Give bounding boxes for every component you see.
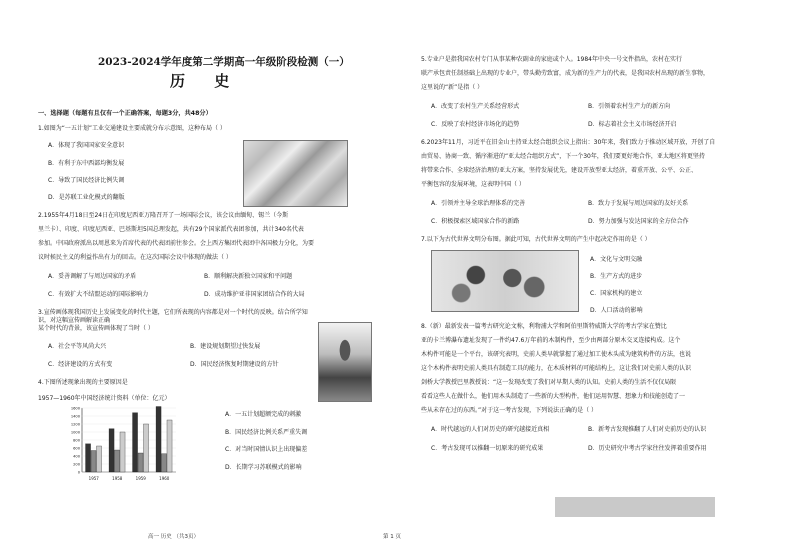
q4-bar-chart (60, 404, 180, 482)
q8-line-1: 8.（新）最新发表一篇考古研究论文称，利物浦大学和阿伯里斯特威斯大学的考古学家在赞比 (421, 323, 667, 330)
x-tick-label: 1957 (88, 476, 99, 481)
q7-option-b[interactable]: B．生产方式的进步 (590, 273, 643, 280)
q8-option-b[interactable]: B．新考古发现推翻了人们对史前历史的认识 (588, 426, 707, 433)
q5-option-c[interactable]: C．反映了农村经济市场化的趋势 (431, 121, 520, 128)
q4-stem: 4.下图所述现象出现的主要原因是 (38, 379, 128, 386)
footer-left: 高一 历史 （共3页） (148, 534, 199, 540)
q6-line-2: 由贸易、协商一致、循序渐进的“亚太经合组织方式”，下一个30年，我们要更好地合作，亚太地区将更坚持 (421, 153, 705, 160)
q5-option-d[interactable]: D．标志着社会主义市场经济开启 (588, 121, 677, 128)
y-tick-label: 0 (77, 470, 80, 475)
q5-option-a[interactable]: A．改变了农村生产关系经营形式 (431, 103, 520, 110)
q5-line-3: 这里说的“新”是指（ ） (421, 84, 484, 91)
q5-line-2: 联产承包责任制基础上出现的专业户，带头勤劳致富，成为新的生产力的代表，是我国农村出现的新生事物， (421, 70, 710, 77)
q4-option-d[interactable]: D．长期学习苏联模式的影响 (225, 464, 302, 471)
q3-line-1: 3.宣传画体现我国历史上发展变化的时代主题，它们所表现的内容都是对一个时代的反映。结合所学知识，对这幅宣传画解读正确 (38, 309, 308, 324)
q5-line-1: 5.专业户是指我国农村专门从事某种农副业的家庭或个人。1984年中央一号文件指出，农村在实行 (421, 56, 682, 63)
y-tick-label: 800 (73, 438, 80, 443)
q1-map-image (243, 140, 348, 207)
q8-option-d[interactable]: D．历史研究中考古学家往往发挥着重要作用 (588, 445, 707, 452)
y-tick-label: 1000 (70, 430, 80, 435)
q6-line-1: 6.2023年11月，习近平在旧金山主持亚太经合组织会议上指出：30年来，我们致力于推动区域开放，开创了自 (421, 139, 716, 146)
x-tick-label: 1960 (159, 476, 170, 481)
q2-line-4: 议时候民主义的利益作出有力的回击。在这次国际会议中体现的做法（ ） (38, 254, 232, 261)
q6-option-b[interactable]: B．致力于发展与周边国家的友好关系 (588, 200, 689, 207)
q7-option-c[interactable]: C．国家机构的建立 (590, 290, 643, 297)
q3-poster-image (318, 322, 372, 402)
q8-option-c[interactable]: C．考古发现可以推翻一切原来的研究成果 (431, 445, 544, 452)
q2-line-2: 里兰卡）、印度、印度尼西亚、巴基斯坦5国总理发起，共有29个国家派代表团参加，共计340名代表 (38, 226, 304, 233)
bar-1959-s2 (143, 424, 148, 472)
q3-option-b[interactable]: B．建设规划期望过快发展 (190, 343, 261, 350)
bar-1957-s0 (86, 444, 91, 472)
q3-option-d[interactable]: D．国民经济恢复时期建设的方针 (190, 361, 279, 368)
q6-line-3: 将带来合作、全球经济治理的亚太方案，坚持发展优先，建设开放型亚太经济，着重开放、公平、公正、 (421, 167, 698, 174)
blank-redaction-box (555, 497, 715, 517)
y-tick-label: 1600 (70, 406, 80, 411)
q8-option-a[interactable]: A．时代越远的人们对历史的研究越接近真相 (431, 426, 550, 433)
bar-1960-s1 (162, 454, 167, 472)
q7-option-d[interactable]: D．人口活动的影响 (590, 307, 643, 314)
q1-option-d[interactable]: D．是苏联工业化模式的翻版 (48, 194, 125, 201)
q2-option-b[interactable]: B．顺利解决新独立国家和平问题 (204, 273, 293, 280)
q8-line-5: 剑桥大学教授巴里教授说：“这一发现改变了我们对早期人类的认知。史前人类的生活不仅仅局限 (421, 379, 677, 386)
x-tick-label: 1959 (135, 476, 146, 481)
q1-option-c[interactable]: C．导致了国民经济比例失调 (48, 177, 125, 184)
q2-option-c[interactable]: C．有效扩大不结盟运动的国际影响力 (48, 291, 149, 298)
subject-title: 历 史 (170, 72, 242, 90)
q1-option-a[interactable]: A．体现了我国国家安全意识 (48, 142, 125, 149)
q6-option-d[interactable]: D．努力加强与发达国家的全方位合作 (588, 218, 689, 225)
q2-line-3: 参加。中国政府派出以周恩来为首席代表的代表团前往参会。会上西方集团代表团中各国极力分化，为要 (38, 240, 315, 247)
q8-line-6: 看看这些人在做什么，他们用木头制造了一些新的大型构件，他们运用智慧、想象力和技能创造了一 (421, 393, 686, 400)
footer-page: 第 1 页 (383, 534, 401, 540)
y-tick-label: 200 (73, 462, 80, 467)
q4-option-b[interactable]: B．国民经济比例关系严重失调 (225, 429, 308, 436)
bar-1958-s0 (109, 429, 114, 472)
q3-line-2: 某个时代的背景，该宣传画体现了当时（ ） (38, 325, 154, 332)
x-tick-label: 1958 (112, 476, 123, 481)
q4-chart-title: 1957—1960年中国经济统计资料（单位：亿元） (38, 395, 171, 402)
y-tick-label: 1400 (70, 414, 80, 419)
bar-1957-s1 (91, 451, 96, 472)
q8-line-2: 亚的卡兰博瀑布遗址发现了一件约47.6万年前的木制构件，至少由两部分原木交叉连接构成。这个 (421, 337, 681, 344)
bar-1957-s2 (96, 446, 101, 472)
q6-line-4: 平衡包容的发展环境，这表明中国（ ） (421, 181, 525, 188)
q8-line-7: 些从未存在过的东西。”对于这一考古发现，下列说法正确的是（ ） (421, 407, 598, 414)
q3-option-a[interactable]: A．社会平等风尚大兴 (48, 343, 107, 350)
bar-1958-s2 (120, 432, 125, 472)
q1-stem: 1.如图为“一五计划”工业交通建设主要成就分布示意图，这种布局（ ） (38, 125, 226, 132)
bar-1960-s2 (167, 420, 172, 472)
q7-civilization-map (431, 250, 579, 312)
q4-option-c[interactable]: C．对当时国情认识上出现偏差 (225, 446, 308, 453)
y-tick-label: 600 (73, 446, 80, 451)
q6-option-c[interactable]: C．积极探索区域国家合作的新路 (431, 218, 520, 225)
bar-1959-s1 (138, 453, 143, 472)
exam-title: 2023-2024学年度第二学期高一年级阶段检测（一） (98, 56, 350, 68)
q8-line-3: 木构件可能是一个平台，该研究表明，史前人类早就掌握了通过加工使木头成为建筑构件的方法，也说 (421, 351, 692, 358)
q6-option-a[interactable]: A．引领并主导全球治理体系的完善 (431, 200, 526, 207)
q2-option-a[interactable]: A．妥善调解了与周边国家的矛盾 (48, 273, 137, 280)
q8-line-4: 这个木构件表明史前人类具有制造工具的能力，在木质材料的可能结构上，这让我们对史前人类的认识 (421, 365, 692, 372)
bar-1958-s1 (115, 450, 120, 472)
y-tick-label: 400 (73, 454, 80, 459)
q4-option-a[interactable]: A．一五计划超额完成的刺激 (225, 411, 302, 418)
q2-option-d[interactable]: D．成功维护亚非国家团结合作的大局 (204, 291, 305, 298)
q1-option-b[interactable]: B．有利于东中西部均衡发展 (48, 160, 125, 167)
section-heading: 一、选择题（每题有且仅有一个正确答案，每题3分，共48分） (38, 110, 212, 117)
bar-1959-s0 (133, 413, 138, 472)
q5-option-b[interactable]: B．引领着农村生产力的新方向 (588, 103, 671, 110)
q7-stem: 7.以下为古代世界文明分布图。据此可知，古代世界文明的产生中起决定作用的是（ ） (421, 236, 651, 243)
y-tick-label: 1200 (70, 422, 80, 427)
q2-line-1: 2.1955年4月18日至24日在印度尼西亚万隆召开了一场国际会议，该会议由缅甸、锡兰（今斯 (38, 212, 289, 219)
bar-1960-s0 (156, 407, 161, 472)
q7-option-a[interactable]: A．文化与文明交融 (590, 256, 643, 263)
q3-option-c[interactable]: C．经济建设的方式有变 (48, 361, 113, 368)
